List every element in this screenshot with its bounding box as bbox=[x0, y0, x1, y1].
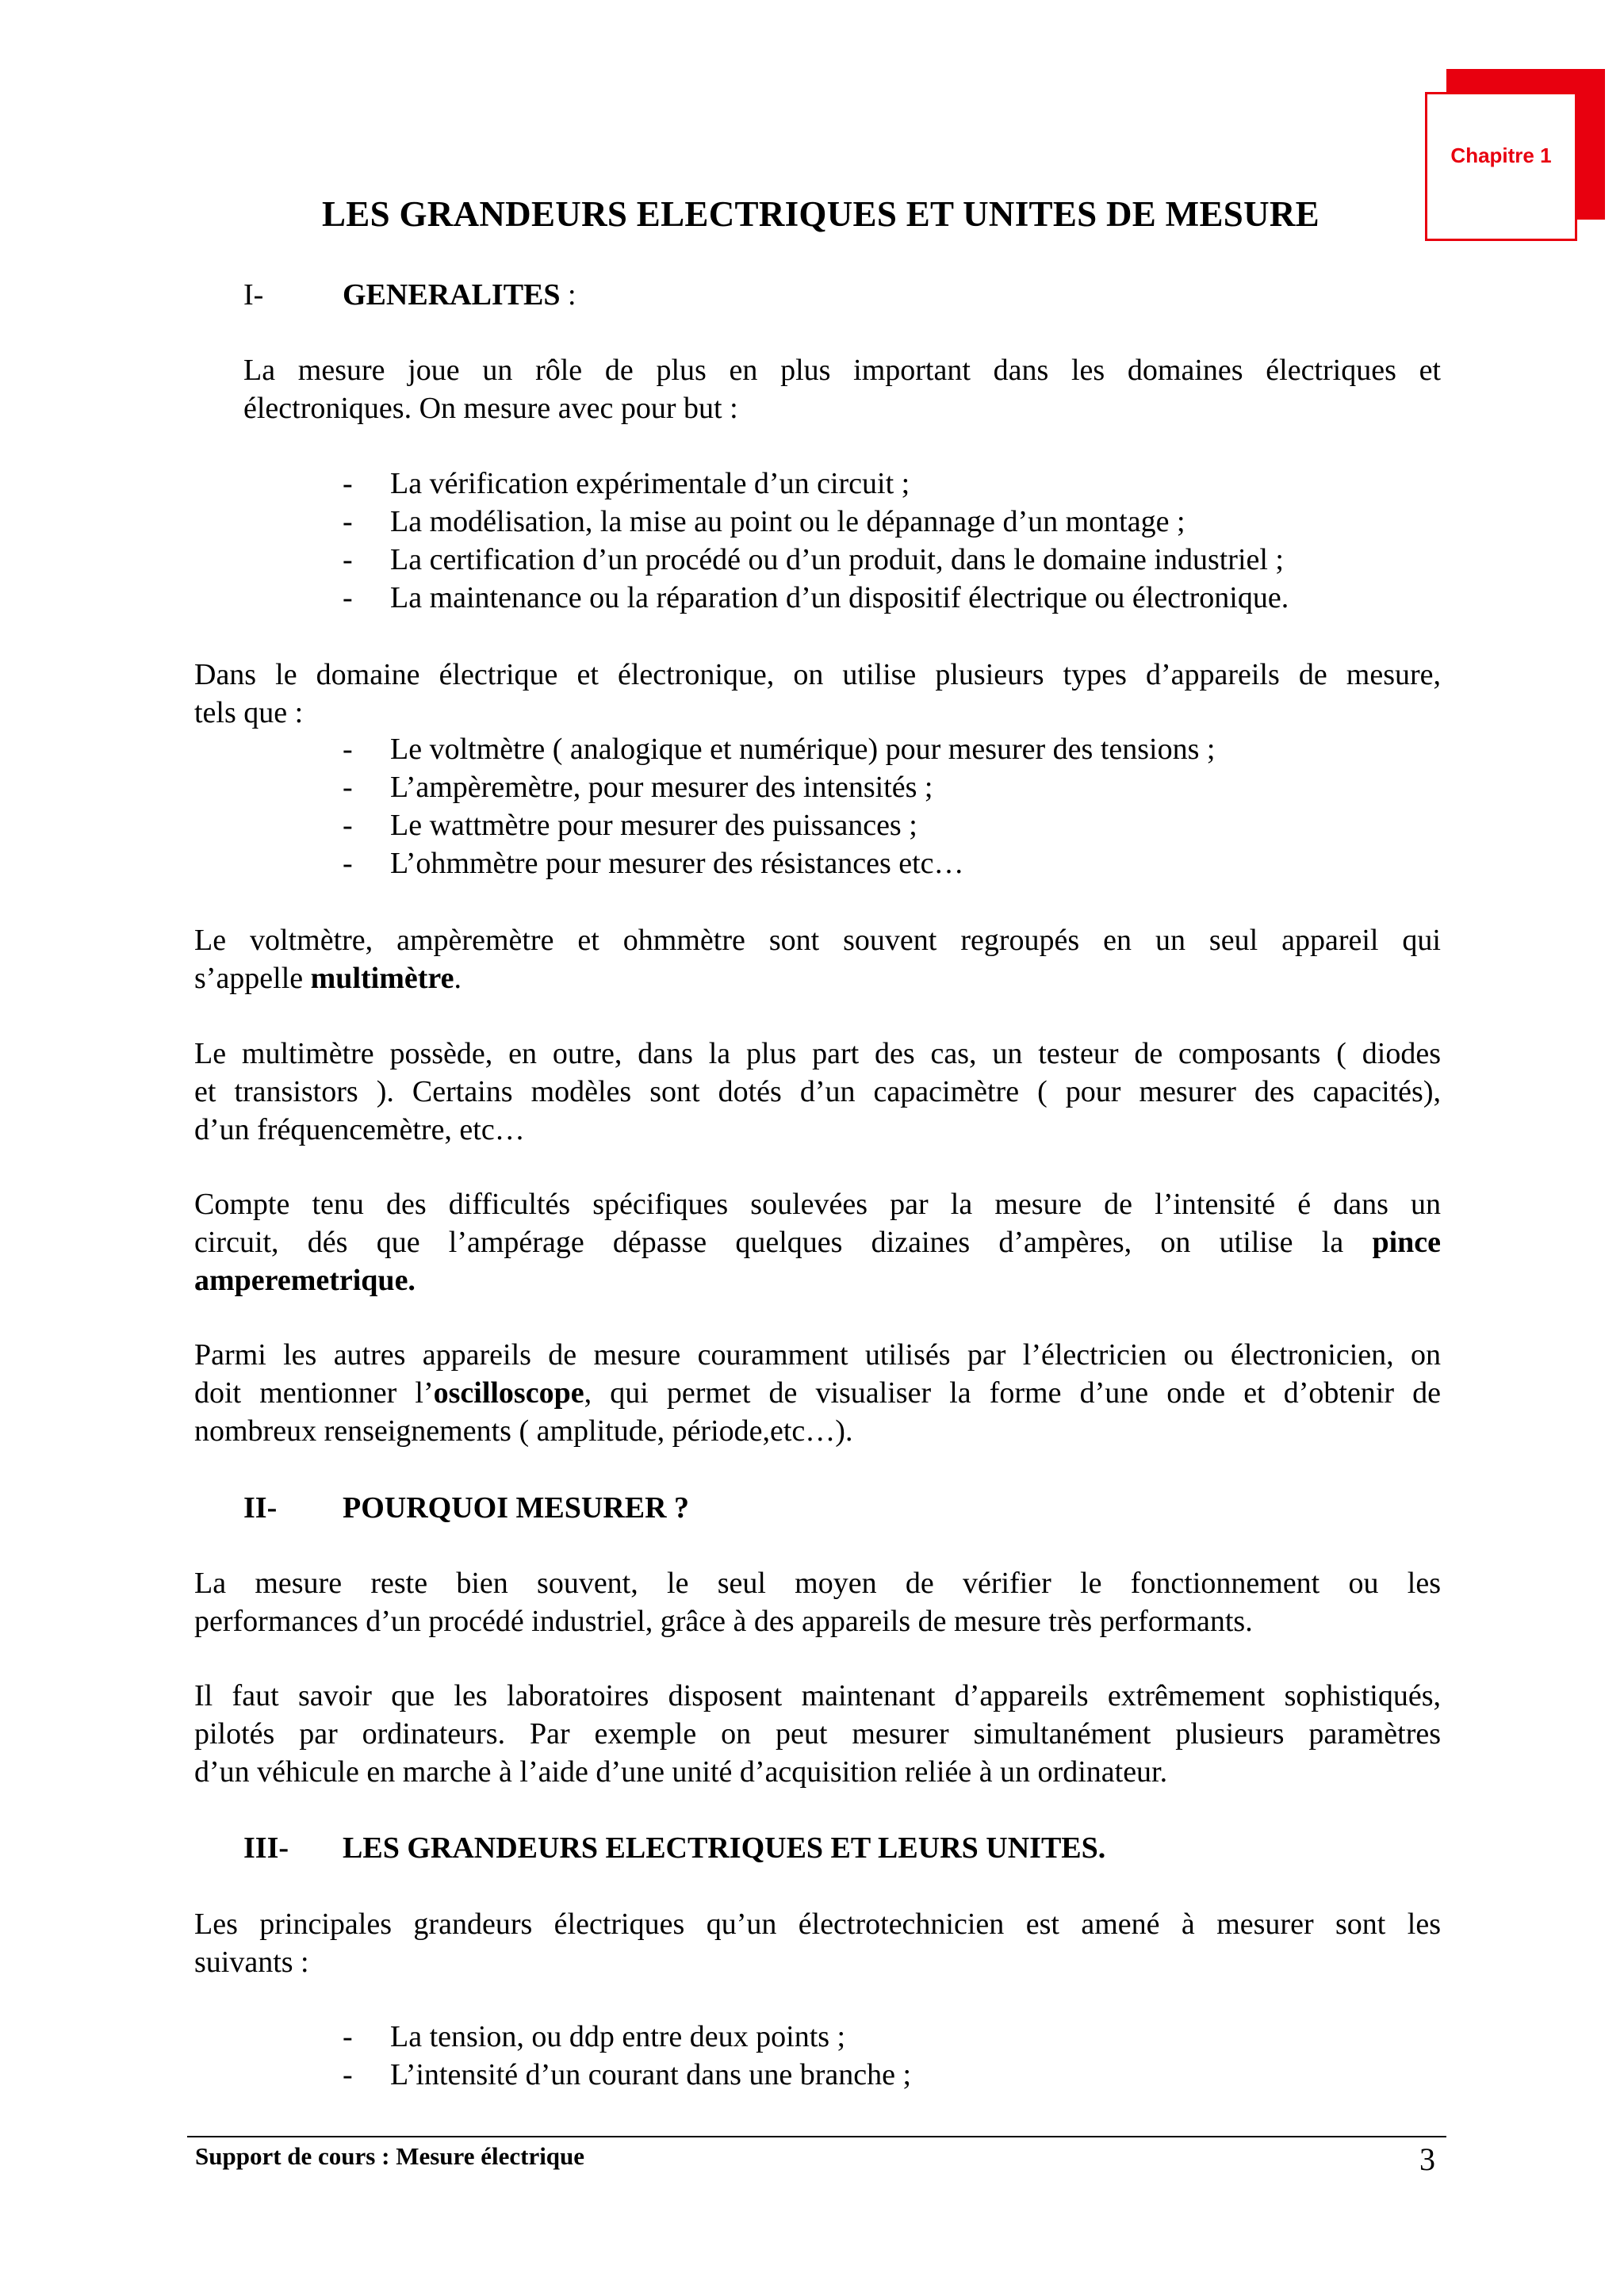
paragraph-devices: Dans le domaine électrique et électronique, on utilise plusieurs types d’appareils de mesure, tels que : bbox=[194, 658, 1441, 729]
list-item: - Le voltmètre ( analogique et numérique) pour mesurer des tensions ; bbox=[343, 733, 1216, 766]
section-title: GENERALITES bbox=[343, 278, 561, 312]
section-title: POURQUOI MESURER ? bbox=[343, 1491, 690, 1525]
paragraph-pourquoi-1: La mesure reste bien souvent, le seul moyen de vérifier le fonctionnement ou les performances d’un procédé industriel, grâce à des appareils de mesure très performants. bbox=[194, 1567, 1441, 1638]
paragraph-oscilloscope: Parmi les autres appareils de mesure couramment utilisés par l’électricien ou électronicien, on doit mentionner l’oscilloscope, qui permet de visualiser la forme d’une onde et d’obtenir de nombreux renseignements ( amplitude, période,etc…). bbox=[194, 1338, 1441, 1448]
list-devices bbox=[343, 730, 1215, 882]
list-item: - L’ampèremètre, pour mesurer des intensités ; bbox=[343, 771, 933, 804]
term-multimetre: multimètre bbox=[310, 962, 454, 995]
list-goals bbox=[343, 465, 1289, 617]
section-number: I- bbox=[243, 278, 264, 312]
section-number: II- bbox=[243, 1491, 278, 1525]
paragraph-intro: La mesure joue un rôle de plus en plus important dans les domaines électriques et électroniques. On mesure avec pour but : bbox=[243, 354, 1441, 425]
section-title: LES GRANDEURS ELECTRIQUES ET LEURS UNITES. bbox=[343, 1831, 1106, 1865]
term-pince: pince bbox=[1372, 1226, 1441, 1259]
list-item: - La modélisation, la mise au point ou le dépannage d’un montage ; bbox=[343, 505, 1185, 538]
footer-course-label: Support de cours : Mesure électrique bbox=[195, 2142, 585, 2170]
paragraph-grandeurs: Les principales grandeurs électriques qu’un électrotechnicien est amené à mesurer sont les suivants : bbox=[194, 1908, 1441, 1979]
page-title: LES GRANDEURS ELECTRIQUES ET UNITES DE MESURE bbox=[321, 194, 1320, 234]
chapter-tab bbox=[1425, 92, 1577, 241]
section-heading-generalites bbox=[243, 277, 957, 316]
list-item: - La vérification expérimentale d’un circuit ; bbox=[343, 467, 910, 500]
paragraph-testeur: Le multimètre possède, en outre, dans la plus part des cas, un testeur de composants ( diodes et transistors ). Certains modèles sont dotés d’un capacimètre ( pour mesurer des capacités), d’un fréquencemètre, etc… bbox=[194, 1037, 1441, 1146]
list-item: - L’ohmmètre pour mesurer des résistances etc… bbox=[343, 847, 964, 880]
term-oscilloscope: oscilloscope bbox=[433, 1376, 584, 1410]
list-item: - La certification d’un procédé ou d’un produit, dans le domaine industriel ; bbox=[343, 543, 1284, 576]
term-amperemetrique: amperemetrique. bbox=[194, 1264, 416, 1297]
list-quantities bbox=[343, 2018, 911, 2094]
section-heading-pourquoi bbox=[243, 1490, 957, 1529]
paragraph-multimetre: Le voltmètre, ampèremètre et ohmmètre sont souvent regroupés en un seul appareil qui s’appelle multimètre. bbox=[194, 924, 1441, 995]
list-item: - La tension, ou ddp entre deux points ; bbox=[343, 2020, 846, 2053]
paragraph-pourquoi-2: Il faut savoir que les laboratoires disposent maintenant d’appareils extrêmement sophistiqués, pilotés par ordinateurs. Par exemple on peut mesurer simultanément plusieurs paramètres d’un véhicule en marche à l’aide d’une unité d’acquisition reliée à un ordinateur. bbox=[194, 1679, 1441, 1789]
list-item: - Le wattmètre pour mesurer des puissances ; bbox=[343, 809, 917, 842]
section-heading-grandeurs bbox=[243, 1831, 1354, 1869]
paragraph-pince: Compte tenu des difficultés spécifiques soulevées par la mesure de l’intensité é dans un circuit, dés que l’ampérage dépasse quelques dizaines d’ampères, on utilise la pince amperemetrique. bbox=[194, 1188, 1441, 1297]
section-title-suffix: : bbox=[560, 278, 576, 312]
chapter-label: Chapitre 1 bbox=[1450, 144, 1552, 167]
list-item: - La maintenance ou la réparation d’un dispositif électrique ou électronique. bbox=[343, 581, 1289, 614]
list-item: - L’intensité d’un courant dans une branche ; bbox=[343, 2058, 912, 2091]
page-number: 3 bbox=[1419, 2141, 1435, 2177]
footer-divider bbox=[187, 2136, 1446, 2137]
section-number: III- bbox=[243, 1831, 289, 1865]
